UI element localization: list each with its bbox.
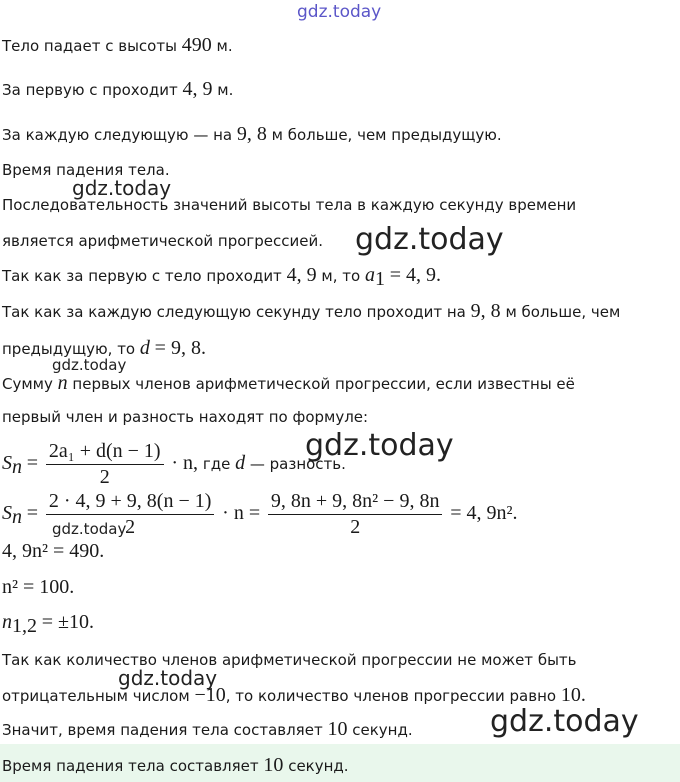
find-line: Время падения тела. [2, 161, 170, 179]
answer-box [0, 744, 680, 782]
watermark: gdz.today [305, 428, 454, 463]
watermark: gdz.today [72, 176, 172, 200]
solution-p5a: Так как количество членов арифметической прогрессии не может быть [2, 651, 577, 669]
given-height: Тело падает с высоты 490 м. [2, 34, 233, 56]
given-increment: За каждую следующую — на 9, 8 м больше, чем предыдущую. [2, 123, 502, 145]
solution-p4b: первый член и разность находят по формуле: [2, 408, 369, 426]
watermark: gdz.today [490, 704, 639, 739]
solution-p1a: Последовательность значений высоты тела в каждую секунду времени [2, 196, 577, 214]
answer-text: Время падения тела составляет 10 секунд. [2, 754, 349, 776]
substitution-fraction-2: $\frac{\text{9, 8n + 9, 8n² − 9, 8n}}{2}$ [268, 490, 443, 539]
solution-p6: Значит, время падения тела составляет 10 секунд. [2, 718, 413, 740]
solution-p2: Так как за первую с тело проходит 4, 9 м, то $a_1 = 4$, 9. [2, 264, 441, 290]
solution-p5b: отрицательным числом −10, то количество членов прогрессии равно 10. [2, 684, 586, 706]
watermark-top: gdz.today [297, 2, 382, 22]
given-first-second: За первую с проходит 4, 9 м. [2, 78, 234, 100]
equation-3: $n_{1,2} = \pm 10$. [2, 611, 95, 637]
watermark: gdz.today [52, 356, 127, 374]
solution-p3a: Так как за каждую следующую секунду тело проходит на 9, 8 м больше, чем [2, 300, 621, 322]
equation-2: n² = 100. [2, 576, 75, 598]
watermark: gdz.today [118, 666, 218, 690]
solution-p1b: является арифметической прогрессией. [2, 232, 324, 250]
substitution-fraction-1: $\frac{2 \cdot 4, 9 + 9, 8(n - 1)}{2}$ [46, 490, 215, 539]
sum-formula: $S_n$ = $\frac{\text{2a₁ + d(n − 1)}}{2}$ · n, где d — разность. [2, 440, 346, 488]
equation-1: 4, 9n² = 490. [2, 540, 105, 562]
watermark: gdz.today [52, 520, 127, 538]
watermark: gdz.today [355, 222, 504, 257]
sum-substitution: $S_n$ = $\frac{2 \cdot 4, 9 + 9, 8(n - 1)}{2}$ · n = $\frac{\text{9, 8n + 9, 8n² − 9, 8n}}{2}$ = 4, 9n². [2, 490, 518, 538]
solution-p4a: Сумму n первых членов арифметической прогрессии, если известны её [2, 372, 575, 394]
solution-p3b: предыдущую, то d = 9, 8. [2, 337, 206, 359]
sum-formula-fraction: $\frac{\text{2a₁ + d(n − 1)}}{2}$ [46, 440, 164, 489]
